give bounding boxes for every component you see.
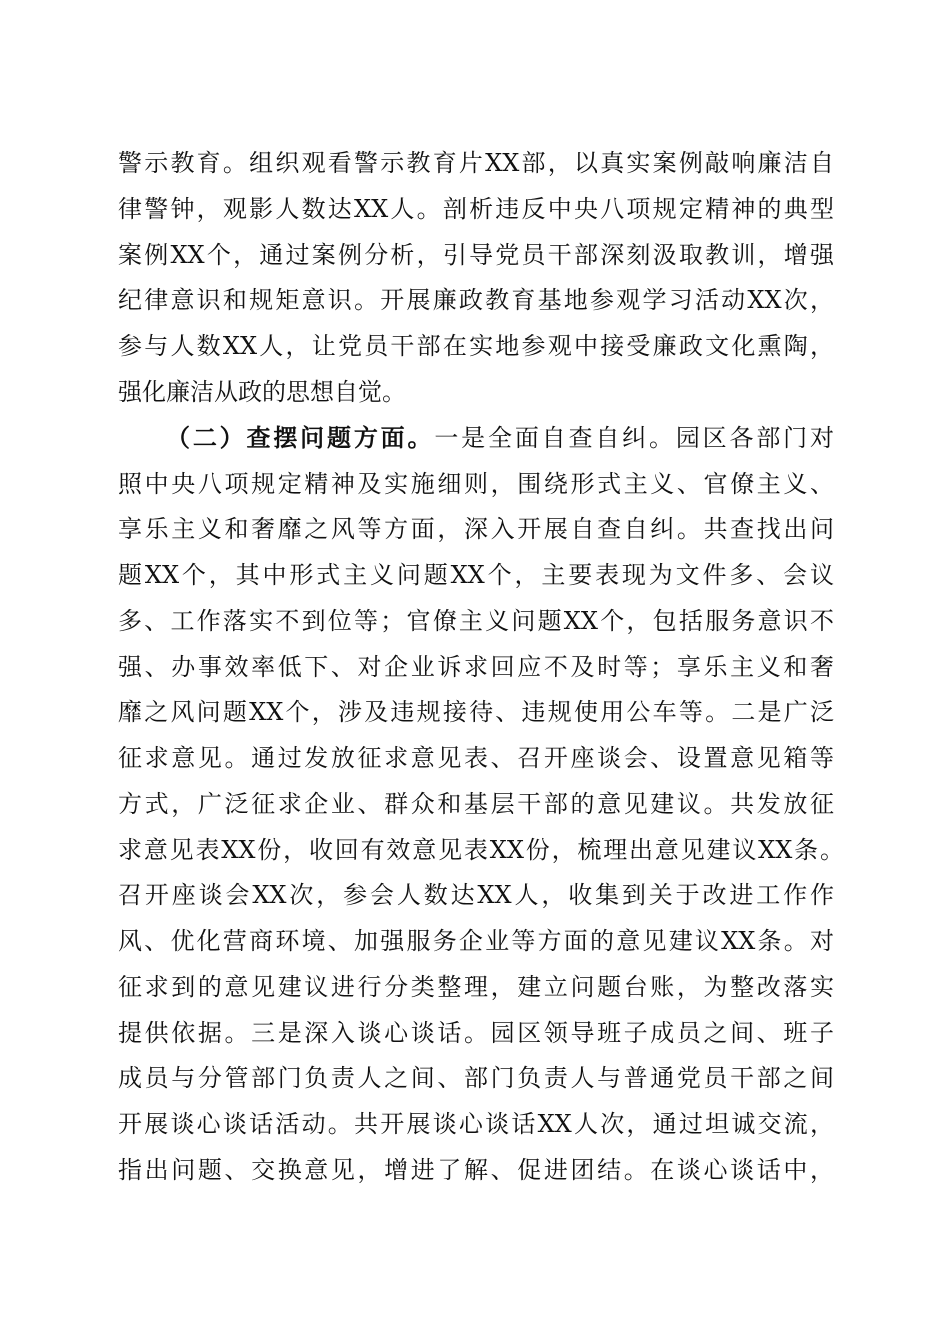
paragraph-2-line-13: 征求到的意见建议进行分类整理，建立问题台账，为整改落实 <box>118 973 834 1001</box>
paragraph-2-line-9: 方式，广泛征求企业、群众和基层干部的意见建议。共发放征 <box>118 790 834 818</box>
paragraph-2-line-8: 征求意见。通过发放征求意见表、召开座谈会、设置意见箱等 <box>118 744 834 772</box>
paragraph-2-line-1 <box>166 419 834 457</box>
paragraph-2-line-1-text: 一是全面自查自纠。园区各部门对 <box>434 424 835 452</box>
paragraph-1-line-3: 案例XX个，通过案例分析，引导党员干部深刻汲取教训，增强 <box>118 241 834 269</box>
paragraph-2-line-4: 题XX个，其中形式主义问题XX个，主要表现为文件多、会议 <box>118 561 834 589</box>
paragraph-1-line-5: 参与人数XX人，让党员干部在实地参观中接受廉政文化熏陶， <box>118 332 834 360</box>
paragraph-2-line-6: 强、办事效率低下、对企业诉求回应不及时等；享乐主义和奢 <box>118 653 834 681</box>
paragraph-1-line-1: 警示教育。组织观看警示教育片XX部，以真实案例敲响廉洁自 <box>118 149 834 177</box>
paragraph-1-line-6: 强化廉洁从政的思想自觉。 <box>118 378 406 406</box>
paragraph-2-line-11: 召开座谈会XX次，参会人数达XX人，收集到关于改进工作作 <box>118 881 834 909</box>
paragraph-2-line-3: 享乐主义和奢靡之风等方面，深入开展自查自纠。共查找出问 <box>118 515 834 543</box>
paragraph-2-line-7: 靡之风问题XX个，涉及违规接待、违规使用公车等。二是广泛 <box>118 698 834 726</box>
paragraph-2-line-16: 开展谈心谈话活动。共开展谈心谈话XX人次，通过坦诚交流， <box>118 1110 834 1138</box>
section-heading: （二）查摆问题方面。 <box>166 423 435 452</box>
paragraph-2-line-2: 照中央八项规定精神及实施细则，围绕形式主义、官僚主义、 <box>118 470 834 498</box>
paragraph-2-line-5: 多、工作落实不到位等；官僚主义问题XX个，包括服务意识不 <box>118 607 834 635</box>
paragraph-2-line-14: 提供依据。三是深入谈心谈话。园区领导班子成员之间、班子 <box>118 1019 834 1047</box>
paragraph-2-line-15: 成员与分管部门负责人之间、部门负责人与普通党员干部之间 <box>118 1064 834 1092</box>
paragraph-1-line-2: 律警钟，观影人数达XX人。剖析违反中央八项规定精神的典型 <box>118 195 834 223</box>
paragraph-1-line-4: 纪律意识和规矩意识。开展廉政教育基地参观学习活动XX次， <box>118 286 834 314</box>
paragraph-2-line-12: 风、优化营商环境、加强服务企业等方面的意见建议XX条。对 <box>118 927 834 955</box>
paragraph-2-line-17: 指出问题、交换意见，增进了解、促进团结。在谈心谈话中， <box>118 1156 834 1184</box>
paragraph-2-line-10: 求意见表XX份，收回有效意见表XX份，梳理出意见建议XX条。 <box>118 836 844 864</box>
